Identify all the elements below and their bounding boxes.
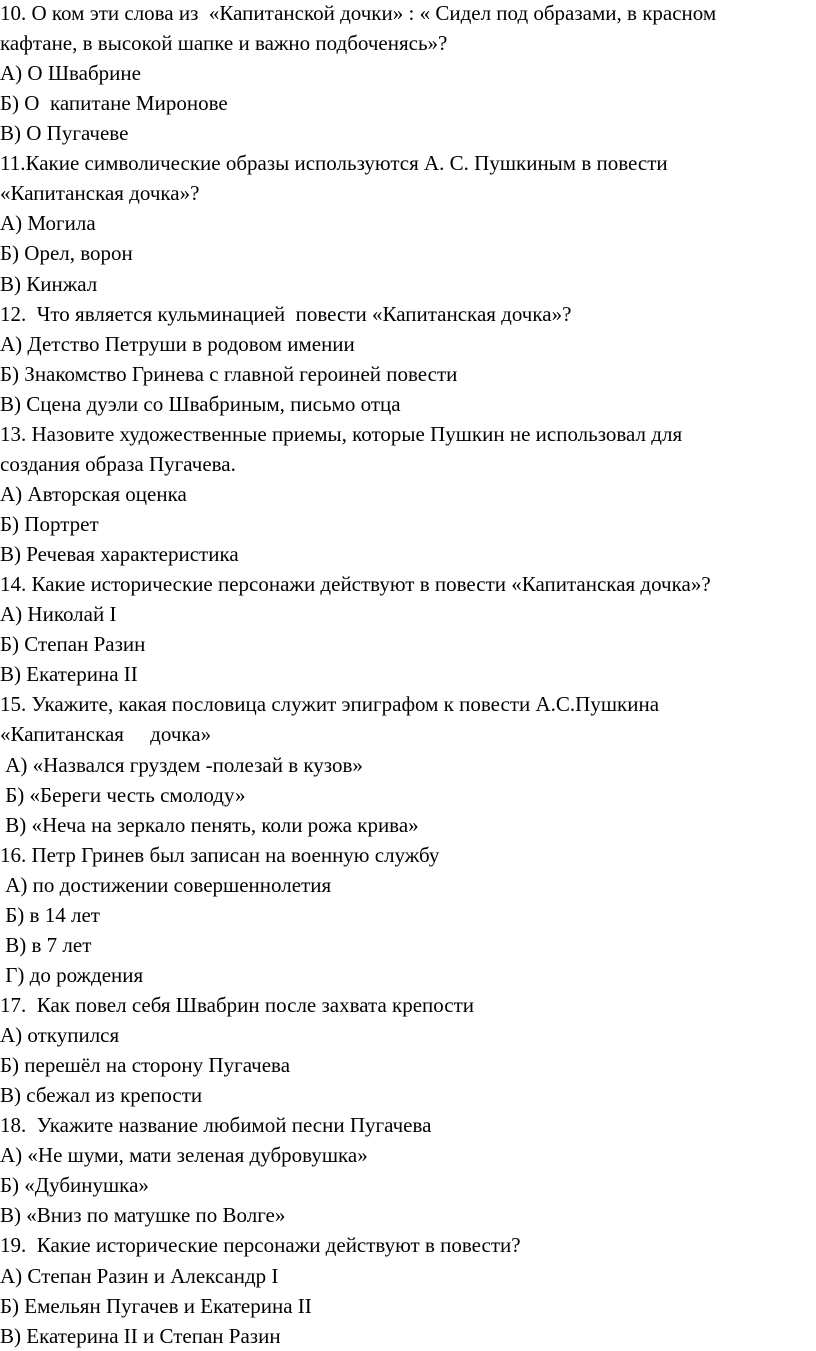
question-text: «Капитанская дочка» <box>0 722 212 747</box>
answer-option: В) в 7 лет <box>0 932 92 957</box>
answer-option: А) Николай I <box>0 602 117 627</box>
answer-option: В) О Пугачеве <box>0 121 129 146</box>
answer-option: В) Екатерина II и Степан Разин <box>0 1323 281 1348</box>
answer-option: Б) Емельян Пугачев и Екатерина II <box>0 1293 312 1318</box>
answer-option: Г) до рождения <box>0 962 144 987</box>
question-text: 18. Укажите название любимой песни Пугачева <box>0 1113 432 1138</box>
answer-option: Б) перешёл на сторону Пугачева <box>0 1053 291 1078</box>
answer-option: В) Кинжал <box>0 271 98 296</box>
answer-option: В) «Неча на зеркало пенять, коли рожа крива» <box>0 812 419 837</box>
answer-option: Б) О капитане Миронове <box>0 91 228 116</box>
question-text: «Капитанская дочка»? <box>0 181 200 206</box>
answer-option: В) Сцена дуэли со Швабриным, письмо отца <box>0 391 401 416</box>
question-text: 12. Что является кульминацией повести «Капитанская дочка»? <box>0 301 572 326</box>
answer-option: Б) «Береги честь смолоду» <box>0 782 246 807</box>
answer-option: А) Могила <box>0 211 96 236</box>
answer-option: А) «Не шуми, мати зеленая дубровушка» <box>0 1143 368 1168</box>
answer-option: Б) «Дубинушка» <box>0 1173 149 1198</box>
question-text: 15. Укажите, какая пословица служит эпиграфом к повести А.С.Пушкина <box>0 692 660 717</box>
answer-option: А) Авторская оценка <box>0 481 187 506</box>
question-text: 16. Петр Гринев был записан на военную службу <box>0 842 440 867</box>
answer-option: А) Детство Петруши в родовом имении <box>0 331 355 356</box>
question-text: 11.Какие символические образы используются А. С. Пушкиным в повести <box>0 151 668 176</box>
question-text: 10. О ком эти слова из «Капитанской дочки» : « Сидел под образами, в красном <box>0 1 717 25</box>
answer-option: Б) Портрет <box>0 512 99 537</box>
answer-option: Б) в 14 лет <box>0 902 100 927</box>
answer-option: В) Речевая характеристика <box>0 542 239 567</box>
question-text: 19. Какие исторические персонажи действуют в повести? <box>0 1233 521 1258</box>
answer-option: Б) Знакомство Гринева с главной героиней повести <box>0 361 458 386</box>
question-text: 14. Какие исторические персонажи действуют в повести «Капитанская дочка»? <box>0 572 711 597</box>
question-text: 17. Как повел себя Швабрин после захвата крепости <box>0 992 475 1017</box>
answer-option: А) «Назвался груздем -полезай в кузов» <box>0 752 363 777</box>
question-text: 13. Назовите художественные приемы, которые Пушкин не использовал для <box>0 421 683 446</box>
answer-option: А) Степан Разин и Александр I <box>0 1263 279 1288</box>
answer-option: Б) Орел, ворон <box>0 241 133 266</box>
answer-option: А) О Швабрине <box>0 61 141 86</box>
question-text: создания образа Пугачева. <box>0 451 236 476</box>
answer-option: Б) Степан Разин <box>0 632 146 657</box>
answer-option: А) откупился <box>0 1023 120 1048</box>
answer-option: В) сбежал из крепости <box>0 1083 203 1108</box>
question-text: кафтане, в высокой шапке и важно подбоченясь»? <box>0 31 448 56</box>
answer-option: В) Екатерина II <box>0 662 138 687</box>
answer-option: В) «Вниз по матушке по Волге» <box>0 1203 286 1228</box>
answer-option: А) по достижении совершеннолетия <box>0 872 332 897</box>
